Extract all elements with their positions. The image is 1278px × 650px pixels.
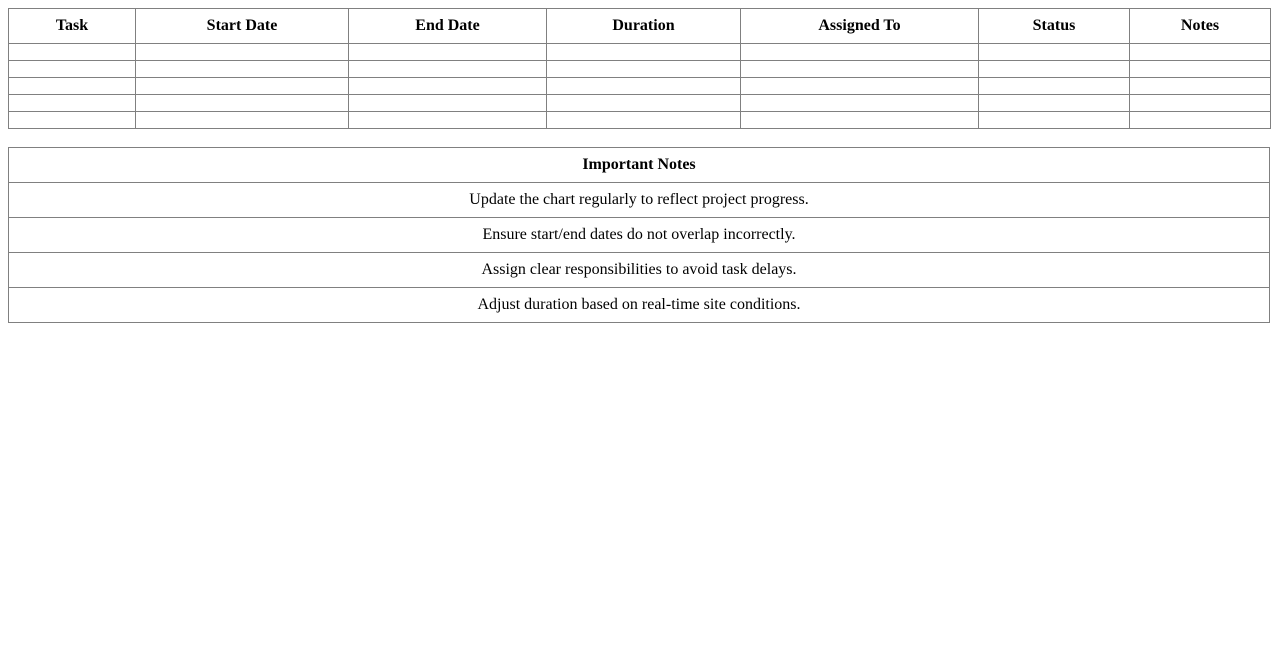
header-notes: Notes	[1130, 9, 1271, 44]
cell-start-date[interactable]	[136, 78, 349, 95]
cell-assigned-to[interactable]	[741, 78, 979, 95]
cell-assigned-to[interactable]	[741, 112, 979, 129]
cell-assigned-to[interactable]	[741, 44, 979, 61]
header-end-date: End Date	[349, 9, 547, 44]
table-row	[9, 112, 1271, 129]
note-item: Adjust duration based on real-time site conditions.	[9, 288, 1270, 323]
note-item: Update the chart regularly to reflect project progress.	[9, 183, 1270, 218]
cell-duration[interactable]	[547, 61, 741, 78]
cell-notes[interactable]	[1130, 44, 1271, 61]
cell-status[interactable]	[979, 112, 1130, 129]
notes-header-row	[9, 148, 1270, 183]
header-status: Status	[979, 9, 1130, 44]
cell-status[interactable]	[979, 95, 1130, 112]
note-item: Assign clear responsibilities to avoid task delays.	[9, 253, 1270, 288]
table-row	[9, 95, 1271, 112]
list-item	[9, 183, 1270, 218]
list-item	[9, 253, 1270, 288]
schedule-header-row	[9, 9, 1271, 44]
cell-duration[interactable]	[547, 112, 741, 129]
cell-duration[interactable]	[547, 78, 741, 95]
list-item	[9, 218, 1270, 253]
cell-end-date[interactable]	[349, 61, 547, 78]
table-row	[9, 44, 1271, 61]
cell-start-date[interactable]	[136, 112, 349, 129]
cell-task[interactable]	[9, 95, 136, 112]
cell-status[interactable]	[979, 44, 1130, 61]
cell-status[interactable]	[979, 78, 1130, 95]
note-item: Ensure start/end dates do not overlap incorrectly.	[9, 218, 1270, 253]
cell-task[interactable]	[9, 44, 136, 61]
cell-task[interactable]	[9, 78, 136, 95]
important-notes-table	[8, 147, 1270, 323]
cell-assigned-to[interactable]	[741, 95, 979, 112]
cell-start-date[interactable]	[136, 44, 349, 61]
schedule-table	[8, 8, 1271, 129]
cell-notes[interactable]	[1130, 95, 1271, 112]
important-notes-title: Important Notes	[9, 148, 1270, 183]
cell-end-date[interactable]	[349, 44, 547, 61]
list-item	[9, 288, 1270, 323]
cell-end-date[interactable]	[349, 95, 547, 112]
cell-duration[interactable]	[547, 95, 741, 112]
cell-status[interactable]	[979, 61, 1130, 78]
header-duration: Duration	[547, 9, 741, 44]
cell-notes[interactable]	[1130, 112, 1271, 129]
header-task: Task	[9, 9, 136, 44]
cell-notes[interactable]	[1130, 61, 1271, 78]
cell-notes[interactable]	[1130, 78, 1271, 95]
cell-end-date[interactable]	[349, 112, 547, 129]
cell-task[interactable]	[9, 61, 136, 78]
cell-duration[interactable]	[547, 44, 741, 61]
cell-start-date[interactable]	[136, 61, 349, 78]
table-row	[9, 61, 1271, 78]
header-assigned-to: Assigned To	[741, 9, 979, 44]
cell-start-date[interactable]	[136, 95, 349, 112]
header-start-date: Start Date	[136, 9, 349, 44]
cell-task[interactable]	[9, 112, 136, 129]
cell-end-date[interactable]	[349, 78, 547, 95]
cell-assigned-to[interactable]	[741, 61, 979, 78]
table-row	[9, 78, 1271, 95]
